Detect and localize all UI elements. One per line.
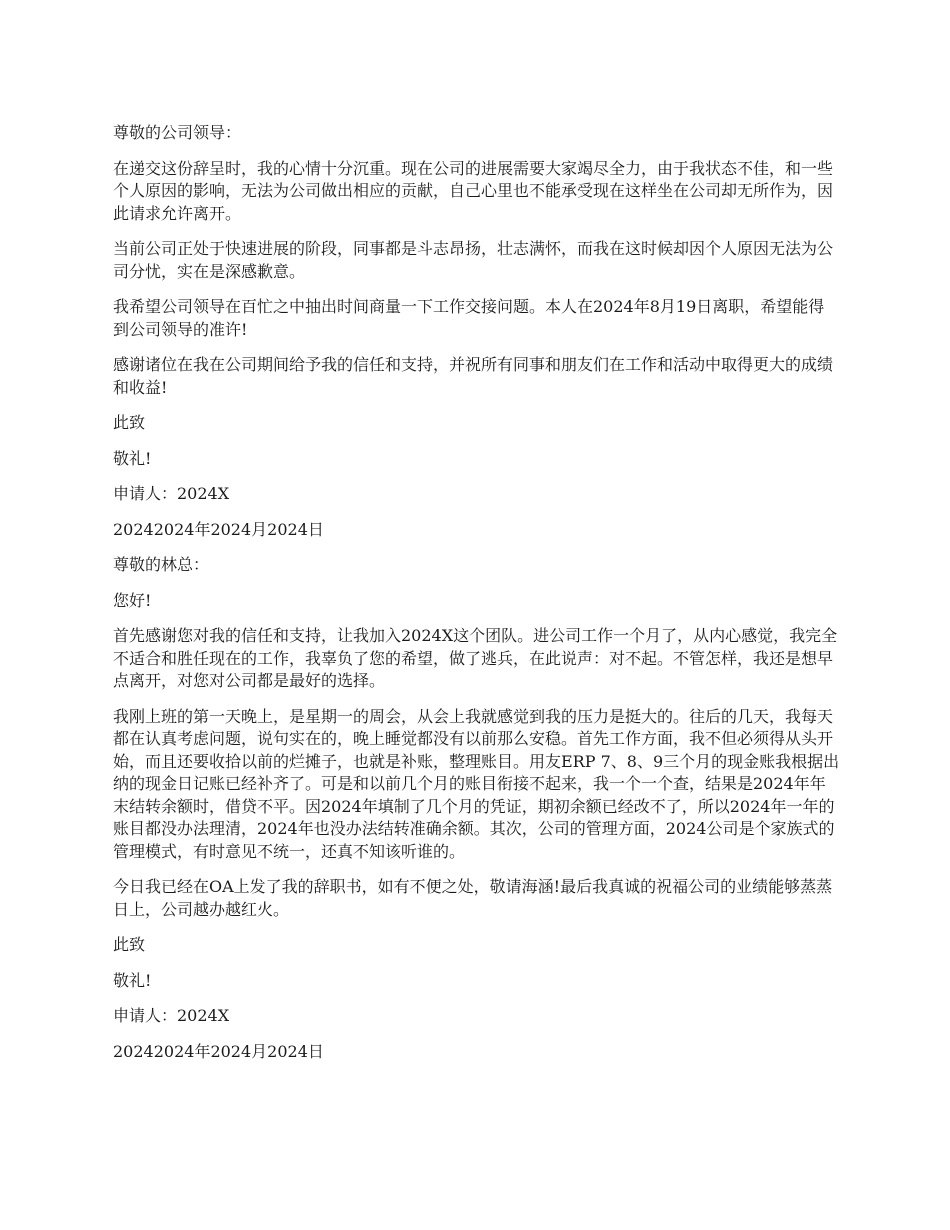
letter1-paragraph-2: 当前公司正处于快速进展的阶段，同事都是斗志昂扬，壮志满怀，而我在这时候却因个人原因无法为公司分忧，实在是深感歉意。	[113, 239, 834, 281]
letter2-paragraph-3: 今日我已经在OA上发了我的辞职书，如有不便之处，敬请海涵!最后我真诚的祝福公司的业绩能够蒸蒸日上，公司越办越红火。	[113, 877, 833, 919]
letter1-paragraph-3: 我希望公司领导在百忙之中抽出时间商量一下工作交接问题。本人在2024年8月19日离职，希望能得到公司领导的准许!	[113, 297, 825, 339]
letter1-applicant: 申请人：2024X	[113, 484, 230, 503]
letter2-closing-1: 此致	[113, 935, 146, 954]
letter1-paragraph-1: 在递交这份辞呈时，我的心情十分沉重。现在公司的进展需要大家竭尽全力，由于我状态不佳，和一些个人原因的影响，无法为公司做出相应的贡献，自己心里也不能承受现在这样坐在公司却无所作为，因此请求允许离开。	[113, 158, 834, 223]
document-body	[113, 122, 840, 1076]
letter2-salutation: 尊敬的林总：	[113, 555, 210, 574]
letter1-salutation: 尊敬的公司领导：	[113, 123, 242, 142]
letter2-greeting: 您好!	[113, 590, 152, 610]
letter1-closing-2: 敬礼!	[113, 448, 152, 468]
letter1-date: 20242024年2024月2024日	[113, 519, 324, 539]
letter2-closing-2: 敬礼!	[113, 970, 152, 990]
letter1-closing-1: 此致	[113, 413, 146, 432]
letter2-paragraph-2: 我刚上班的第一天晚上，是星期一的周会，从会上我就感觉到我的压力是挺大的。往后的几天，我每天都在认真考虑问题，说句实在的，晚上睡觉都没有以前那么安稳。首先工作方面，我不但必须得从头开始，而且还要收拾以前的烂摊子，也就是补账，整理账目。用友ERP 7、8、9三个月的现金账我根据出纳的现金日记账已经补齐了。可是和以前几个月的账目衔接不起来，我一个一个查，结果是2024年年末结转余额时，借贷不平。因2024年填制了几个月的凭证，期初余额已经改不了，所以2024年一年的账目都没办法理清，2024年也没办法结转准确余额。其次，公司的管理方面，2024公司是个家族式的管理模式，有时意见不统一，还真不知该听谁的。	[113, 706, 840, 861]
letter1-paragraph-4: 感谢诸位在我在公司期间给予我的信任和支持，并祝所有同事和朋友们在工作和活动中取得更大的成绩和收益!	[113, 355, 834, 397]
letter2-applicant: 申请人：2024X	[113, 1006, 230, 1025]
letter2-paragraph-1: 首先感谢您对我的信任和支持，让我加入2024X这个团队。进公司工作一个月了，从内心感觉，我完全不适合和胜任现在的工作，我辜负了您的希望，做了逃兵，在此说声：对不起。不管怎样，我还是想早点离开，对您对公司都是最好的选择。	[113, 626, 838, 690]
letter2-date: 20242024年2024月2024日	[113, 1041, 324, 1061]
